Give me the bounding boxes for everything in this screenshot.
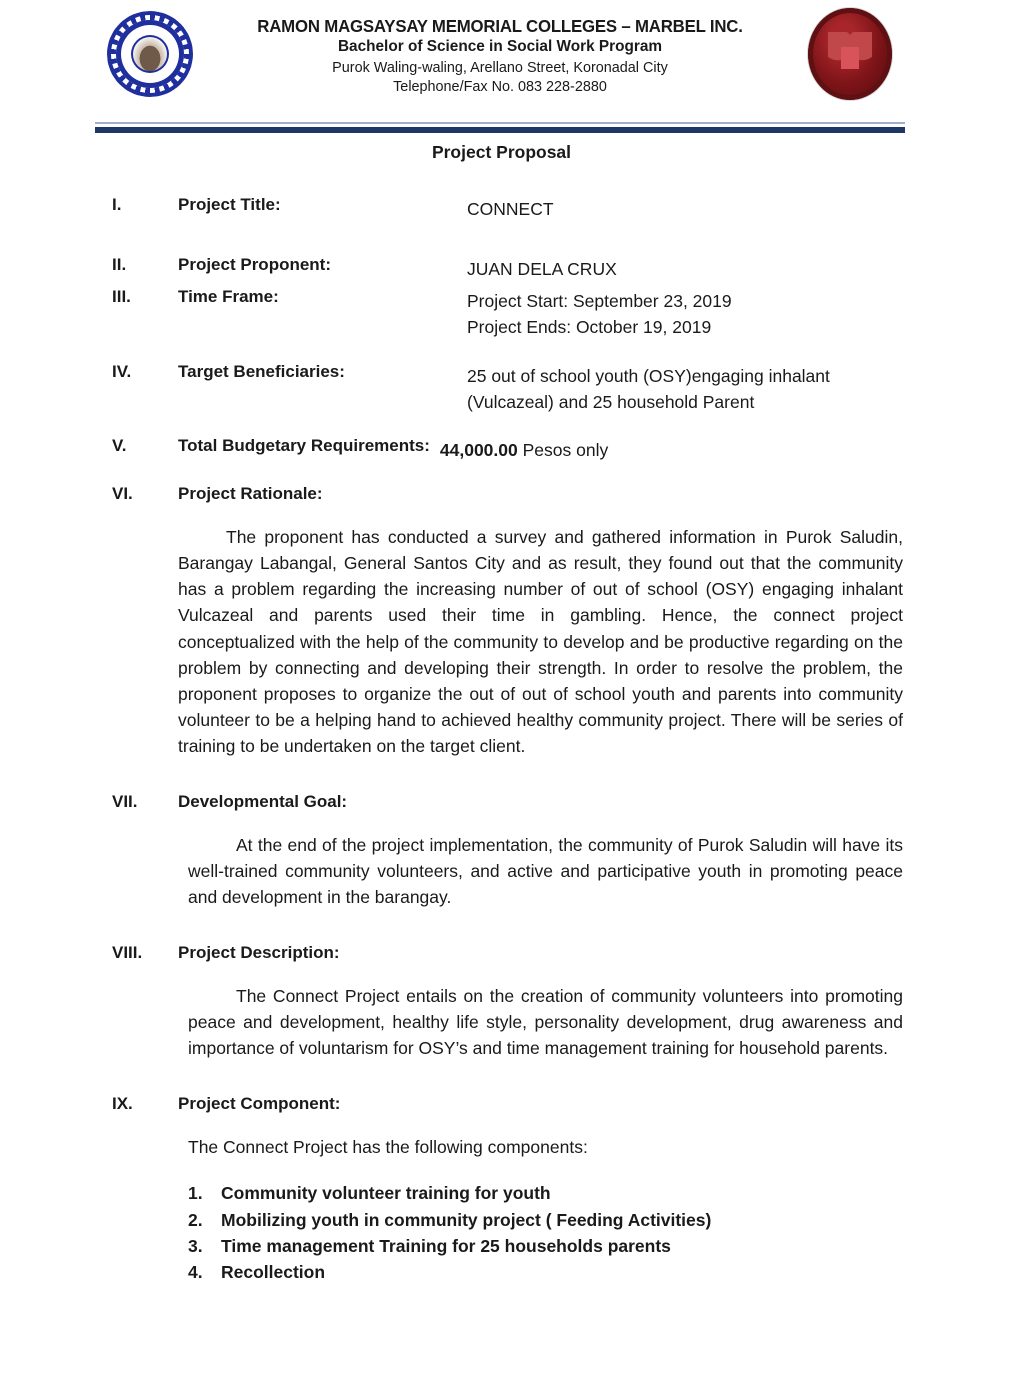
developmental-goal-paragraph: At the end of the project implementation, the community of Purok Saludin will have its well-trained community volunteers, and active and participative youth in promoting peace and development in the barangay.	[188, 834, 903, 907]
budget-value	[430, 437, 608, 463]
list-item-number: 3.	[188, 1235, 203, 1256]
section-project-rationale	[112, 485, 905, 502]
institution-name: RAMON MAGSAYSAY MEMORIAL COLLEGES – MARBEL INC.	[257, 16, 743, 37]
document-body	[0, 118, 1017, 1285]
section-numeral: V.	[112, 436, 127, 455]
list-item-number: 1.	[188, 1183, 203, 1204]
list-item-number: 4.	[188, 1261, 203, 1282]
bsswp-seal-logo	[795, 8, 905, 100]
list-item-label: Mobilizing youth in community project ( Feeding Activities)	[221, 1209, 712, 1230]
beneficiaries-line-1: 25 out of school youth (OSY)engaging inhalant	[467, 365, 830, 386]
section-label: Target Beneficiaries:	[178, 361, 345, 381]
list-item	[188, 1233, 905, 1259]
project-rationale-paragraph: The proponent has conducted a survey and gathered information in Purok Saludin, Barangay Labangal, General Santos City and as result, they found out that the community has a problem regarding the increasing number of out of school (OSY) engaging inhalant Vulcazeal and parents used their time in gambling. Hence, the connect project conceptualized with the help of the community to develop and be productive regarding on the problem by connecting and developing their strength. In order to resolve the problem, the proponent proposes to organize the out of out of school youth and parents into community volunteer to be a helping hand to achieved healthy community project. There will be series of training to be undertaken on the target client.	[178, 527, 903, 756]
project-start-date: Project Start: September 23, 2019	[467, 291, 732, 311]
section-label: Project Component:	[178, 1094, 341, 1114]
section-developmental-goal	[112, 793, 905, 810]
project-end-date: Project Ends: October 19, 2019	[467, 317, 712, 338]
project-title-value: CONNECT	[467, 198, 554, 219]
project-description-paragraph: The Connect Project entails on the creation of community volunteers into promoting peace and development, healthy life style, personality development, drug awareness and importance of voluntarism for OSY’s and time management training for household parents.	[188, 986, 903, 1059]
list-item	[188, 1207, 905, 1233]
rmmc-seal-logo	[95, 11, 205, 97]
program-name: Bachelor of Science in Social Work Program	[337, 38, 663, 56]
page-title: Project Proposal	[431, 142, 572, 162]
list-item	[188, 1180, 905, 1206]
section-label: Total Budgetary Requirements:	[178, 436, 430, 455]
bsswp-red-seal-icon	[808, 8, 892, 100]
section-project-title	[112, 196, 905, 222]
section-label: Project Title:	[178, 194, 281, 214]
budget-currency-text: Pesos only	[517, 440, 609, 460]
section-label: Project Proponent:	[178, 254, 332, 274]
time-frame-values	[467, 288, 905, 341]
list-item-label: Recollection	[221, 1261, 326, 1282]
section-target-beneficiaries	[112, 363, 905, 416]
target-beneficiaries-values	[467, 363, 905, 416]
section-label: Project Rationale:	[178, 484, 323, 504]
letterhead-text-block	[205, 12, 795, 96]
section-total-budget	[112, 437, 905, 463]
list-item-label: Time management Training for 25 households parents	[221, 1235, 671, 1256]
list-item	[188, 1259, 905, 1285]
section-numeral: VII.	[112, 791, 138, 811]
section-project-proponent	[112, 256, 905, 282]
section-project-component	[112, 1095, 905, 1112]
letterhead	[0, 0, 1017, 118]
project-proponent-value: JUAN DELA CRUX	[467, 258, 617, 279]
beneficiaries-line-2: (Vulcazeal) and 25 household Parent	[467, 391, 755, 412]
institution-address: Purok Waling-waling, Arellano Street, Koronadal City	[332, 59, 668, 77]
list-item-number: 2.	[188, 1209, 203, 1230]
section-numeral: II.	[112, 254, 127, 274]
section-time-frame	[112, 288, 905, 341]
rmmc-blue-seal-icon	[107, 11, 193, 97]
section-numeral: I.	[112, 194, 122, 214]
section-numeral: IV.	[112, 361, 132, 381]
section-numeral: IX.	[112, 1094, 133, 1114]
section-project-description	[112, 944, 905, 961]
section-numeral: VI.	[112, 484, 133, 504]
section-numeral: III.	[112, 287, 131, 306]
project-components-list	[188, 1180, 905, 1284]
section-label: Project Description:	[178, 943, 340, 962]
section-label: Time Frame:	[178, 287, 279, 306]
institution-contact: Telephone/Fax No. 083 228-2880	[393, 78, 607, 96]
list-item-label: Community volunteer training for youth	[221, 1183, 551, 1204]
section-numeral: VIII.	[112, 943, 143, 962]
section-label: Developmental Goal:	[178, 791, 348, 811]
budget-amount: 44,000.00	[439, 440, 518, 460]
project-component-intro: The Connect Project has the following components:	[188, 1137, 588, 1158]
